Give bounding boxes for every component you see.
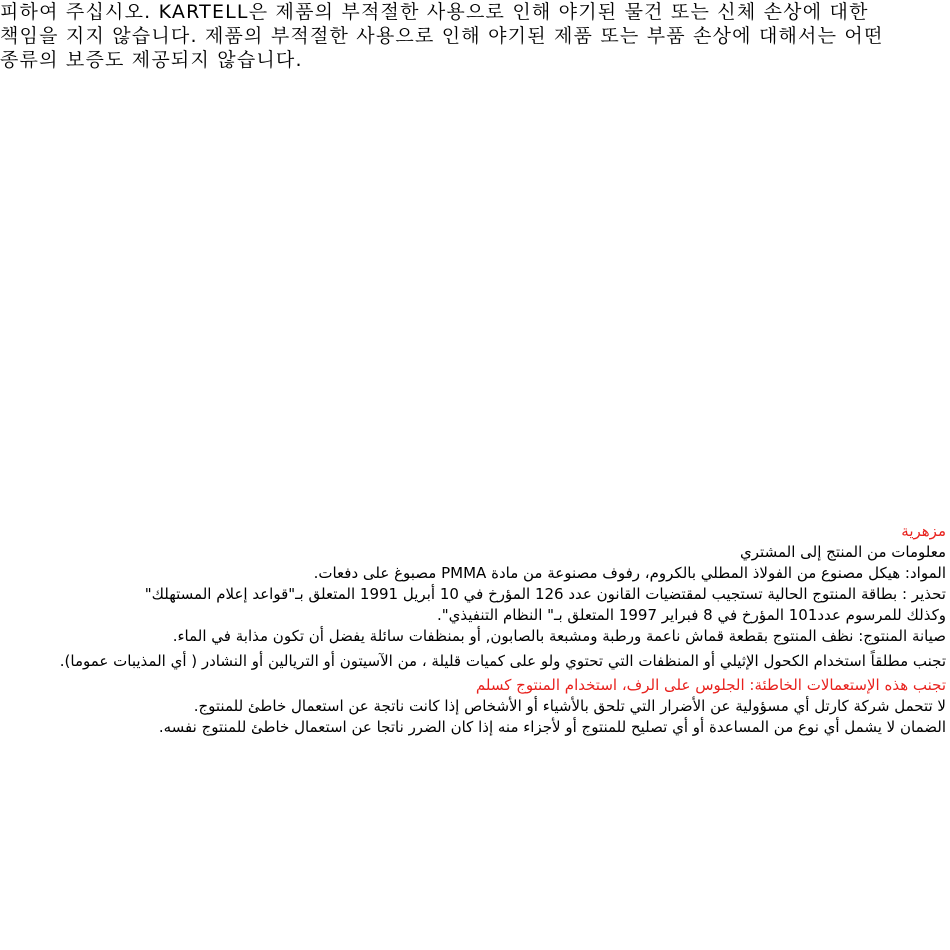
arabic-avoid-solvents: تجنب مطلقاً استخدام الكحول الإثيلي أو المنظفات التي تحتوي ولو على كميات قليلة ، من الآسيتون أو التريالين أو النشادر ( أي المذيبات عموما). xyxy=(59,652,946,670)
korean-line-1: 피하여 주십시오. KARTELL은 제품의 부적절한 사용으로 인해 야기된 물건 또는 신체 손상에 대한 xyxy=(0,1,869,23)
korean-line-3: 종류의 보증도 제공되지 않습니다. xyxy=(0,49,303,71)
arabic-warning: تحذير : بطاقة المنتوج الحالية تستجيب لمقتضيات القانون عدد 126 المؤرخ في 10 أبريل 1991 المتعلق بـ"قواعد إعلام المستهلك" xyxy=(144,585,946,603)
arabic-guarantee: الضمان لا يشمل أي نوع من المساعدة أو أي تصليح للمنتوج أو لأجزاء منه إذا كان الضرر ناتجا عن استعمال خاطئ للمنتوج نفسه. xyxy=(158,718,946,736)
arabic-maintenance: صيانة المنتوج: نظف المنتوج بقطعة قماش ناعمة ورطبة ومشبعة بالصابون, أو بمنظفات سائلة يفضل أن تكون مذابة في الماء. xyxy=(172,627,946,645)
arabic-materials: المواد: هيكل مصنوع من الفولاذ المطلي بالكروم، رفوف مصنوعة من مادة PMMA مصبوغ على دفعات. xyxy=(313,564,946,582)
arabic-product-info xyxy=(24,521,946,738)
korean-warranty-text xyxy=(0,0,948,72)
korean-line-2: 책임을 지지 않습니다. 제품의 부적절한 사용으로 인해 야기된 제품 또는 부품 손상에 대해서는 어떤 xyxy=(0,25,884,47)
arabic-title: مزهرية xyxy=(901,522,946,540)
arabic-decree: وكذلك للمرسوم عدد101 المؤرخ في 8 فبراير 1997 المتعلق بـ" النظام التنفيذي". xyxy=(437,606,946,624)
arabic-subtitle: معلومات من المنتج إلى المشتري xyxy=(740,543,946,561)
arabic-misuse-heading: تجنب هذه الإستعمالات الخاطئة: الجلوس على الرف، استخدام المنتوج كسلم xyxy=(475,676,946,694)
arabic-liability: لا تتحمل شركة كارتل أي مسؤولية عن الأضرار التي تلحق بالأشياء أو الأشخاص إذا كانت ناتجة عن استعمال خاطئ للمنتوج. xyxy=(193,697,946,715)
